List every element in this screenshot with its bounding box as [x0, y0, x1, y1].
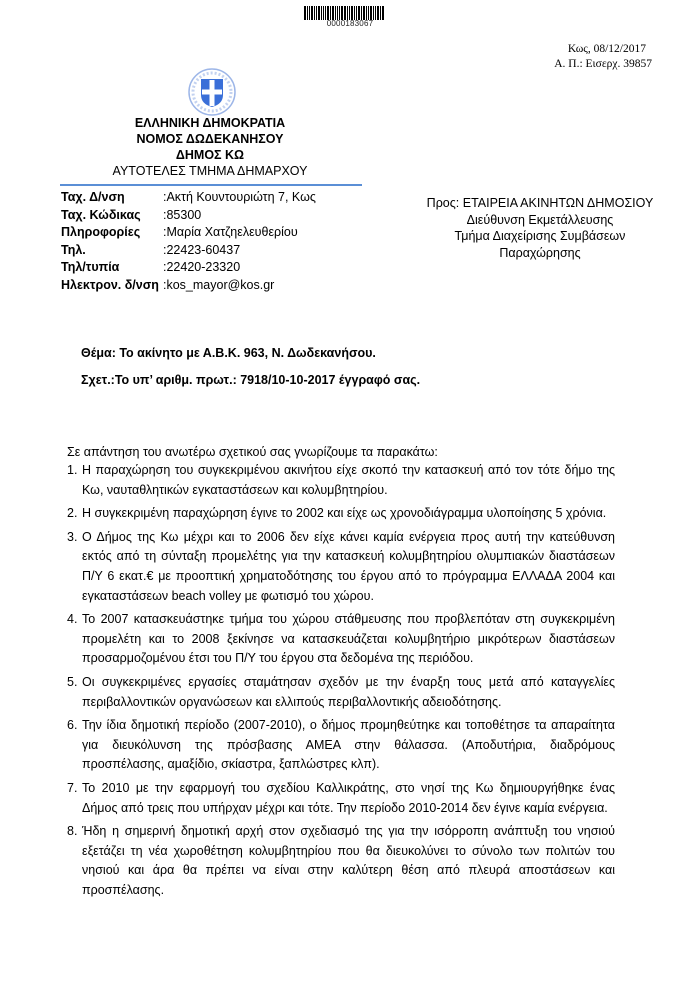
protocol-number: Α. Π.: Εισερχ. 39857 [554, 58, 652, 70]
barcode-bar [344, 6, 346, 20]
barcode-bar [373, 6, 374, 20]
list-text: Οι συγκεκριμένες εργασίες σταμάτησαν σχεδόν με την έναρξη τους μετά από καταγγελίες περιβαλλοντικών οργανώσεων και ελλιπούς περιβαλλοντικής αδειοδότησης. [82, 674, 615, 709]
barcode-bar [370, 6, 372, 20]
barcode-bar [309, 6, 310, 20]
barcode-bar [380, 6, 381, 20]
org-line-department: ΑΥΤΟΤΕΛΕΣ ΤΜΗΜΑ ΔΗΜΑΡΧΟΥ [112, 164, 308, 178]
list-text: Η συγκεκριμένη παραχώρηση έγινε το 2002 και είχε ως χρονοδιάγραμμα υλοποίησης 5 χρόνια. [82, 506, 607, 521]
recipient-line: Παραχώρησης [499, 245, 581, 260]
barcode-bar [377, 6, 379, 20]
place-date: Κως, 08/12/2017 [567, 43, 646, 55]
list-number: 5. [67, 674, 78, 689]
contact-row-email [61, 277, 316, 295]
header-divider [60, 184, 362, 186]
barcode-bar [351, 6, 353, 20]
recipient-line: Προς: ΕΤΑΙΡΕΙΑ ΑΚΙΝΗΤΩΝ ΔΗΜΟΣΙΟΥ [426, 196, 654, 210]
barcode-bar [356, 6, 357, 20]
related-reference: Σχετ.:Το υπ’ αριθμ. πρωτ.: 7918/10-10-2017 έγγραφό σας. [81, 373, 421, 387]
body-intro: Σε απάντηση του ανωτέρω σχετικού σας γνωρίζουμε τα παρακάτω: [67, 445, 438, 459]
list-number: 1. [67, 463, 78, 477]
barcode-bar [325, 6, 326, 20]
date-block [554, 42, 652, 72]
contact-value: :Μαρία Χατζηελευθερίου [163, 225, 298, 239]
contact-value: :22420-23320 [163, 260, 241, 274]
recipient-line: Τμήμα Διαχείρισης Συμβάσεων [454, 229, 626, 243]
list-text: Το 2010 με την εφαρμογή του σχεδίου Καλλικράτης, στο νησί της Κω δημιουργήθηκε ένας Δήμος από τρεις που υπήρχαν μέχρι και τότε. Την περίοδο 2010-2014 δεν έγινε καμία ενέργεια. [82, 780, 615, 815]
barcode-bar [358, 6, 360, 20]
list-number: 7. [67, 780, 78, 795]
barcode-bar [332, 6, 334, 20]
contact-label: Πληροφορίες [61, 225, 141, 239]
contact-value: :kos_mayor@kos.gr [163, 277, 275, 292]
barcode-bar [382, 6, 384, 20]
barcode-bar [318, 6, 320, 20]
barcode-bar [368, 6, 369, 20]
list-text: Το 2007 κατασκευάστηκε τμήμα του χώρου στάθμευσης που προβλεπόταν στη συγκεκριμένη προμελέτη και το 2008 ξεκίνησε να κατασκευάζεται κολυμβητήριο μικρότερων διαστάσεων προσαρμοζομένου έτσι του Π/Υ του έργου στα δεδομένα της περιόδου. [82, 612, 615, 666]
organization-header [90, 115, 330, 179]
barcode-bar [327, 6, 329, 20]
barcode-bar [314, 6, 315, 20]
org-line-prefecture: ΝΟΜΟΣ ΔΩΔΕΚΑΝΗΣΟΥ [136, 132, 284, 146]
contact-label: Τηλ. [61, 242, 86, 257]
list-item [67, 716, 615, 775]
list-text: Η παραχώρηση του συγκεκριμένου ακινήτου είχε σκοπό την κατασκευή από τον τότε δήμο της Κω, ναυταθλητικών εγκαταστάσεων και κολυμβητηρίου. [82, 463, 615, 497]
barcode-bar [347, 6, 348, 20]
barcode-bar [339, 6, 340, 20]
contact-row-info [61, 224, 316, 242]
list-item [67, 779, 615, 818]
barcode-bar [341, 6, 343, 20]
barcode-bar [311, 6, 313, 20]
list-number: 2. [67, 506, 78, 521]
contact-value: :22423-60437 [163, 242, 241, 257]
contact-label: Τηλ/τυπία [61, 260, 120, 274]
barcode-bar [363, 6, 365, 20]
list-text: Ο Δήμος της Κω μέχρι και το 2006 δεν είχε κάνει καμία ενέργεια προς αυτή την κατεύθυνση εκτός από τη σύνταξη προμελέτης για την κατασκευή κολυμβητηρίου ολυμπιακών διαστάσεων Π/Υ 6 εκατ.€ με προοπτική χρηματοδότησης του έργου από το πρόγραμμα ΕΛΛΑΔΑ 2004 και εγκαταστάσεων beach volley με φωτισμό του χώρου. [82, 529, 615, 603]
barcode-bar [354, 6, 355, 20]
recipient-block [405, 195, 675, 261]
barcode-bar [307, 6, 308, 20]
barcode [304, 6, 396, 20]
barcode-bar [366, 6, 367, 20]
barcode-bar [337, 6, 338, 20]
list-number: 8. [67, 824, 78, 839]
org-line-municipality: ΔΗΜΟΣ ΚΩ [175, 148, 245, 162]
barcode-bar [330, 6, 331, 20]
contact-value: :85300 [163, 207, 202, 222]
list-text: Ήδη η σημερινή δημοτική αρχή στον σχεδιασμό της για την ισόρροπη ανάπτυξη του νησιού εξετάζει τη νέα χωροθέτηση κολυμβητηρίου που θα διευκολύνει το σύνολο των πολιτών του νησιού και άρα θα πρέπει να είναι στην καλύτερη θέση από πλευρά αποστάσεων και προσπέλασης. [82, 824, 615, 897]
contact-row-fax [61, 259, 316, 277]
contact-value: :Ακτή Κουντουριώτη 7, Κως [163, 190, 316, 204]
contact-row-address [61, 189, 316, 207]
coat-of-arms-icon [185, 67, 239, 117]
list-text: Την ίδια δημοτική περίοδο (2007-2010), ο δήμος προμηθεύτηκε και τοποθέτησε τα απαραίτητα για διευκόλυνση της πρόσβασης ΑΜΕΑ στην θάλασσα. (Αποδυτήρια, διαδρόμους προσπέλασης, αμαξίδιο, σκίαστρα, ξαπλώστρες κλπ). [82, 718, 615, 772]
barcode-bar [335, 6, 336, 20]
numbered-list [67, 461, 615, 904]
contact-label: Ταχ. Κώδικας [61, 207, 141, 222]
barcode-bar [304, 6, 306, 20]
contact-label: Ταχ. Δ/νση [61, 190, 125, 204]
list-number: 3. [67, 529, 78, 544]
contact-row-postcode [61, 207, 316, 225]
barcode-bar [349, 6, 350, 20]
barcode-bar [321, 6, 322, 20]
list-item [67, 610, 615, 669]
list-number: 4. [67, 612, 78, 627]
recipient-line: Διεύθυνση Εκμετάλλευσης [466, 212, 614, 227]
list-item [67, 461, 615, 500]
list-item [67, 822, 615, 900]
contact-details [61, 189, 316, 294]
contact-row-phone [61, 242, 316, 260]
list-item [67, 673, 615, 712]
barcode-bar [361, 6, 362, 20]
barcode-bar [375, 6, 376, 20]
list-item [67, 504, 615, 524]
barcode-bar [316, 6, 317, 20]
subject-line: Θέμα: Το ακίνητο με Α.Β.Κ. 963, Ν. Δωδεκανήσου. [81, 346, 376, 360]
barcode-bar [323, 6, 324, 20]
list-item [67, 528, 615, 606]
org-line-republic: ΕΛΛΗΝΙΚΗ ΔΗΜΟΚΡΑΤΙΑ [134, 116, 286, 130]
list-number: 6. [67, 718, 78, 733]
barcode-number: 0000183067 [326, 19, 374, 28]
contact-label: Ηλεκτρον. δ/νση [61, 277, 159, 292]
